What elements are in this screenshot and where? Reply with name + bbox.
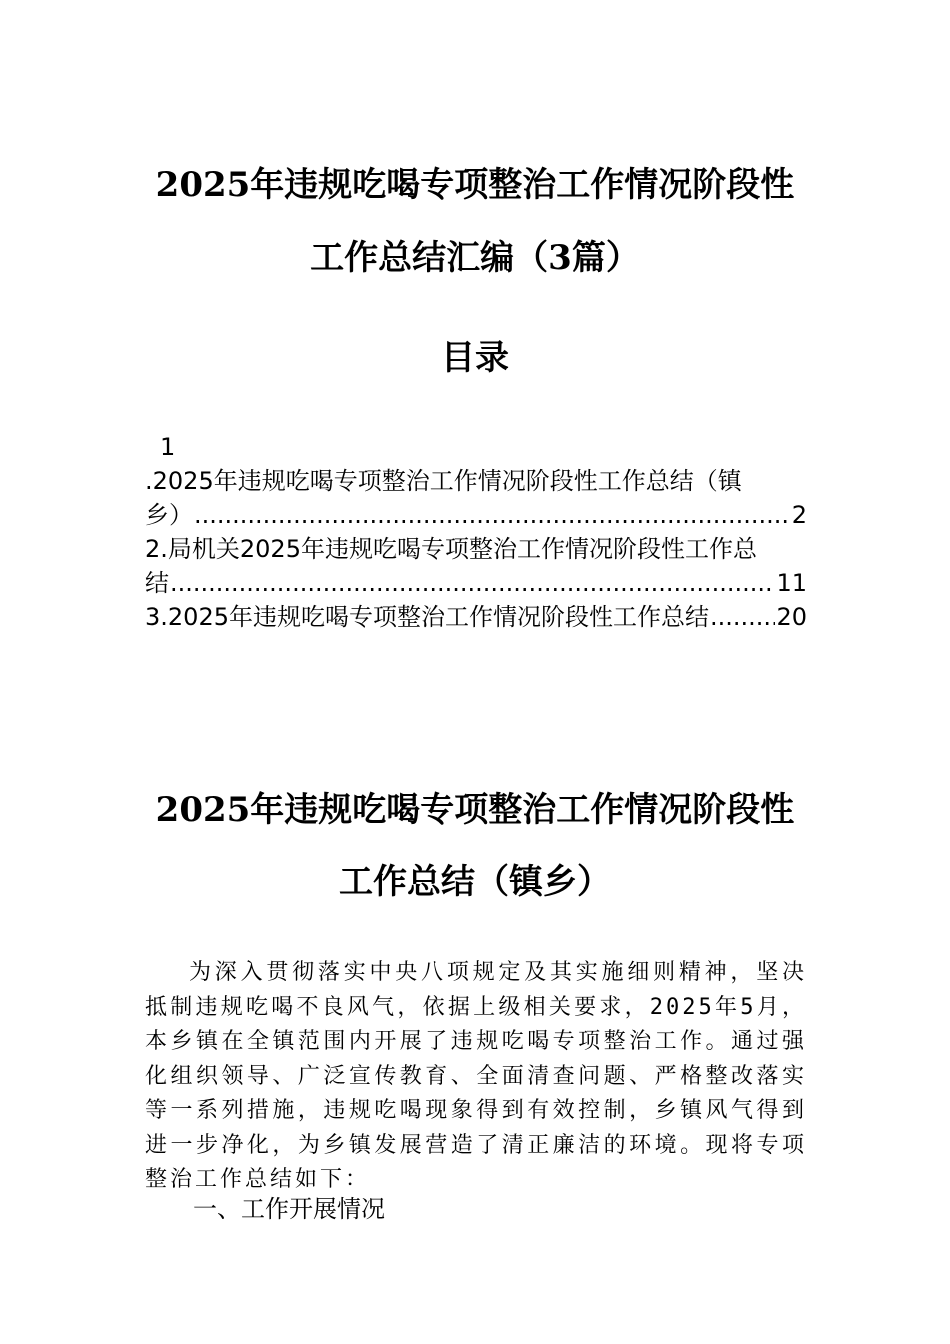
- toc-item-2[interactable]: [145, 532, 807, 600]
- toc-leader-dots: [170, 566, 775, 600]
- toc-item-1[interactable]: [145, 464, 807, 532]
- toc-item-3-page: 20: [776, 603, 807, 631]
- section-title-line-2: 工作总结（镇乡）: [339, 862, 611, 902]
- section-subheading: 一、工作开展情况: [193, 1195, 385, 1223]
- document-title-line-1: 2025年违规吃喝专项整治工作情况阶段性: [155, 165, 795, 205]
- toc-leader-dots: [710, 600, 775, 634]
- toc-item-1-text-cont: 乡）: [145, 501, 193, 529]
- toc-item-2-text-cont: 结: [145, 569, 169, 597]
- table-of-contents: [145, 430, 807, 634]
- document-title-line-2: 工作总结汇编（3篇）: [310, 238, 640, 278]
- body-paragraph: 为深入贯彻落实中央八项规定及其实施细则精神，坚决抵制违规吃喝不良风气，依据上级相关要求，2025年5月，本乡镇在全镇范围内开展了违规吃喝专项整治工作。通过强化组织领导、广泛宣传教育、全面清查问题、严格整改落实等一系列措施，违规吃喝现象得到有效控制，乡镇风气得到进一步净化，为乡镇发展营造了清正廉洁的环境。现将专项整治工作总结如下：: [145, 960, 807, 1192]
- toc-item-3[interactable]: [145, 600, 807, 634]
- toc-item-1-number: 1: [160, 433, 176, 461]
- toc-item-2-page: 11: [776, 569, 807, 597]
- toc-item-2-text: 2.局机关2025年违规吃喝专项整治工作情况阶段性工作总: [145, 535, 757, 563]
- toc-heading: 目录: [441, 338, 509, 378]
- toc-item-3-text: 3.2025年违规吃喝专项整治工作情况阶段性工作总结: [145, 603, 709, 631]
- section-title-line-1: 2025年违规吃喝专项整治工作情况阶段性: [155, 790, 795, 830]
- toc-item-1-text: .2025年违规吃喝专项整治工作情况阶段性工作总结（镇: [145, 467, 742, 495]
- toc-leader-dots: [194, 498, 791, 532]
- toc-item-1-page: 2: [791, 501, 807, 529]
